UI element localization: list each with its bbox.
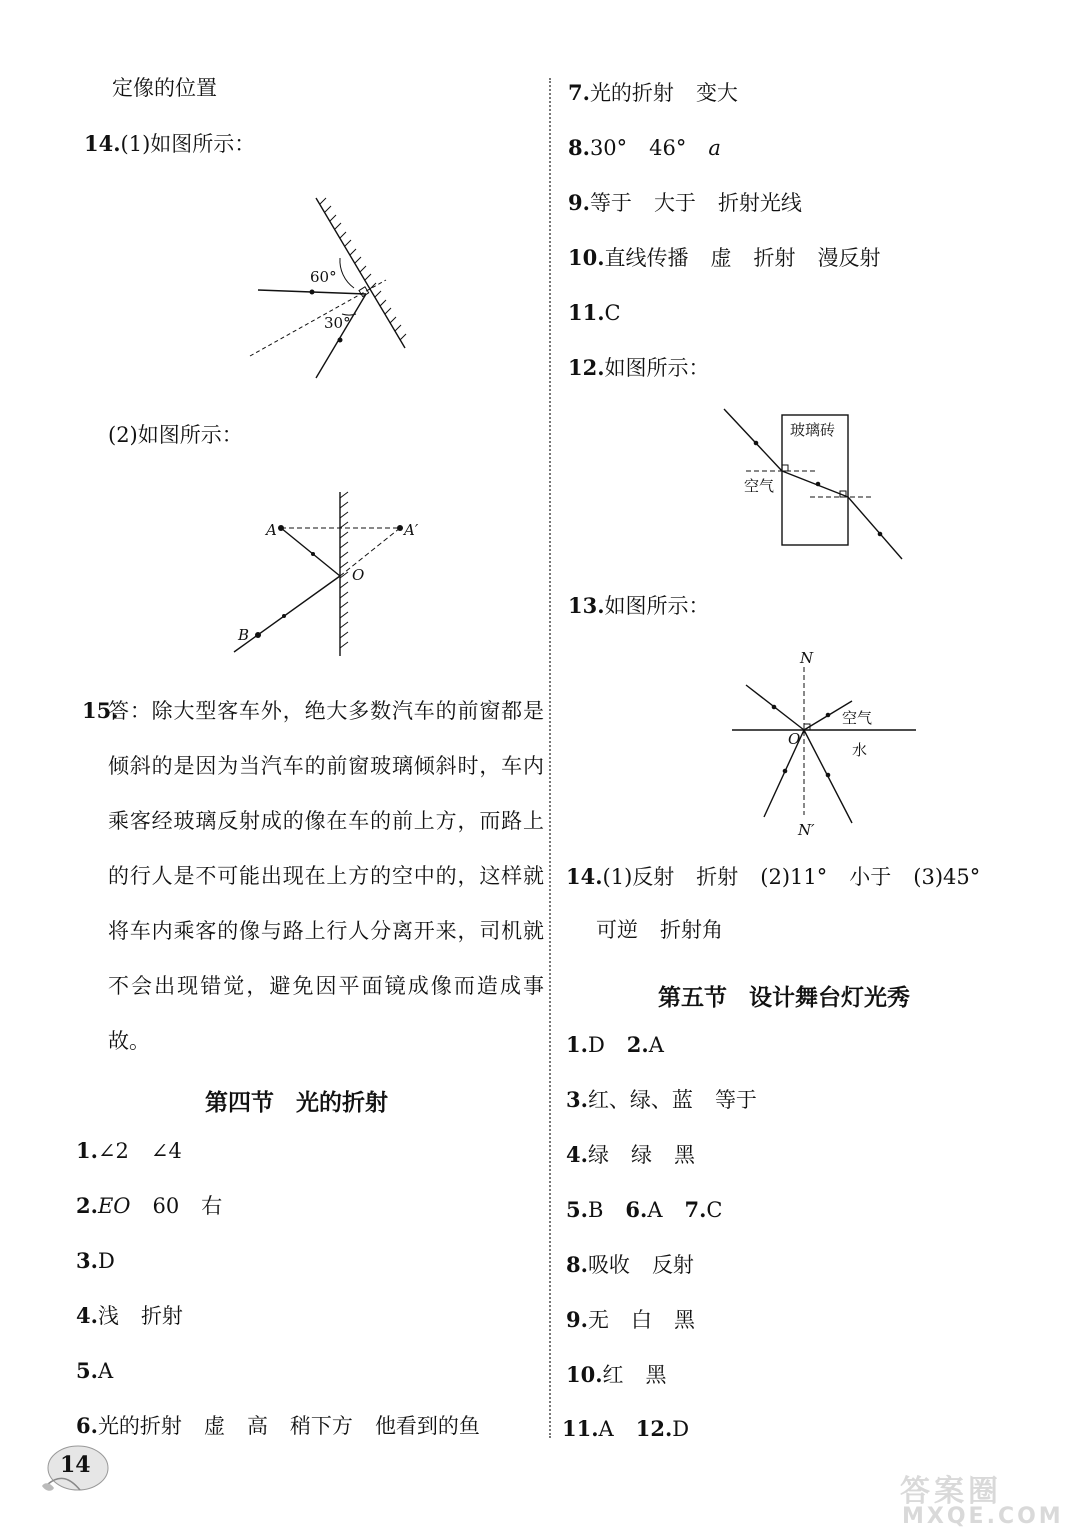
- answer-14: 14.(1)反射 折射 (2)11° 小于 (3)45°: [566, 864, 981, 889]
- angle-30-label: 30°: [324, 314, 351, 332]
- normal-n-label: N: [800, 649, 814, 667]
- s4-answer-3: 3.D: [76, 1248, 115, 1273]
- figure-mirror-reflection: [240, 190, 420, 390]
- s5-answers-1-2: 1.D 2.A: [566, 1032, 664, 1057]
- q15-answer: 答：除大型客车外，绝大多数汽车的前窗都是倾斜的是因为当汽车的前窗玻璃倾斜时，车内乘客经玻璃反射成的像在车的前上方，而路上的行人是不可能出现在上方的空中的，这样就将车内乘客的像与路上行人分离开来，司机就不会出现错觉，避免因平面镜成像而造成事故。: [108, 699, 544, 1053]
- answer-14-cont: 可逆 折射角: [596, 918, 723, 942]
- q14-part1: (1)如图所示：: [120, 132, 256, 156]
- s5-answer-10: 10.红 黑: [566, 1362, 667, 1387]
- figure-glass-brick-refraction: [720, 405, 910, 565]
- normal-n-prime-label: N′: [798, 821, 815, 839]
- glass-label: 玻璃砖: [790, 421, 836, 439]
- point-a-label: A: [266, 521, 277, 539]
- watermark-logo: 答案圈: [900, 1474, 1002, 1509]
- s5-answers-11-12: 11.A 12.D: [562, 1416, 690, 1441]
- section5-heading: [658, 979, 910, 1012]
- column-divider: [549, 78, 551, 1438]
- answer-7: 7.光的折射 变大: [568, 80, 738, 105]
- continued-text: 定像的位置: [112, 76, 217, 100]
- page-number: 14: [60, 1452, 91, 1478]
- s5-answer-4: 4.绿 绿 黑: [566, 1142, 695, 1167]
- section4-heading: [205, 1084, 388, 1117]
- section5-title: 第五节: [658, 984, 727, 1011]
- s4-answer-6: 6.光的折射 虚 高 稍下方 他看到的鱼: [76, 1413, 480, 1438]
- section4-title: 第四节: [205, 1089, 274, 1116]
- answer-11: 11.C: [568, 300, 621, 325]
- watermark: [882, 1466, 1072, 1532]
- q14-part2: (2)如图所示：: [108, 423, 243, 447]
- s4-answer-2: 2.EO 60 右: [76, 1193, 223, 1218]
- answer-8: 8.30° 46° a: [568, 135, 721, 160]
- figure-air-water-refraction: [728, 645, 928, 840]
- s5-answer-8: 8.吸收 反射: [566, 1252, 694, 1277]
- s4-answer-4: 4.浅 折射: [76, 1303, 183, 1328]
- air-label: 空气: [842, 709, 873, 727]
- section4-name: 光的折射: [296, 1089, 388, 1116]
- answer-9: 9.等于 大于 折射光线: [568, 190, 802, 215]
- s5-answer-3: 3.红、绿、蓝 等于: [566, 1087, 757, 1112]
- point-a-image-label: A′: [404, 521, 419, 539]
- point-o-label: O: [352, 566, 365, 584]
- figure-plane-mirror-image: [228, 488, 428, 663]
- q14-row: [84, 133, 255, 155]
- s4-answer-5: 5.A: [76, 1358, 114, 1383]
- answer-12: 12.如图所示：: [568, 355, 710, 380]
- answer-13: 13.如图所示：: [568, 593, 710, 618]
- q14-number: 14.: [84, 131, 121, 156]
- section5-name: 设计舞台灯光秀: [749, 984, 910, 1011]
- watermark-url: MXQE.COM: [902, 1504, 1064, 1529]
- s5-answers-5-7: 5.B 6.A 7.C: [566, 1197, 723, 1222]
- answer-10: 10.直线传播 虚 折射 漫反射: [568, 245, 881, 270]
- point-b-label: B: [238, 626, 250, 644]
- angle-60-label: 60°: [310, 268, 337, 286]
- q15-number: 15.: [82, 698, 119, 723]
- s4-answer-1: 1.∠2 ∠4: [76, 1138, 182, 1163]
- water-label: 水: [852, 741, 868, 759]
- point-o-label: O: [788, 730, 801, 748]
- air-label: 空气: [744, 477, 775, 495]
- page-number-badge: [40, 1438, 130, 1498]
- s5-answer-9: 9.无 白 黑: [566, 1307, 695, 1332]
